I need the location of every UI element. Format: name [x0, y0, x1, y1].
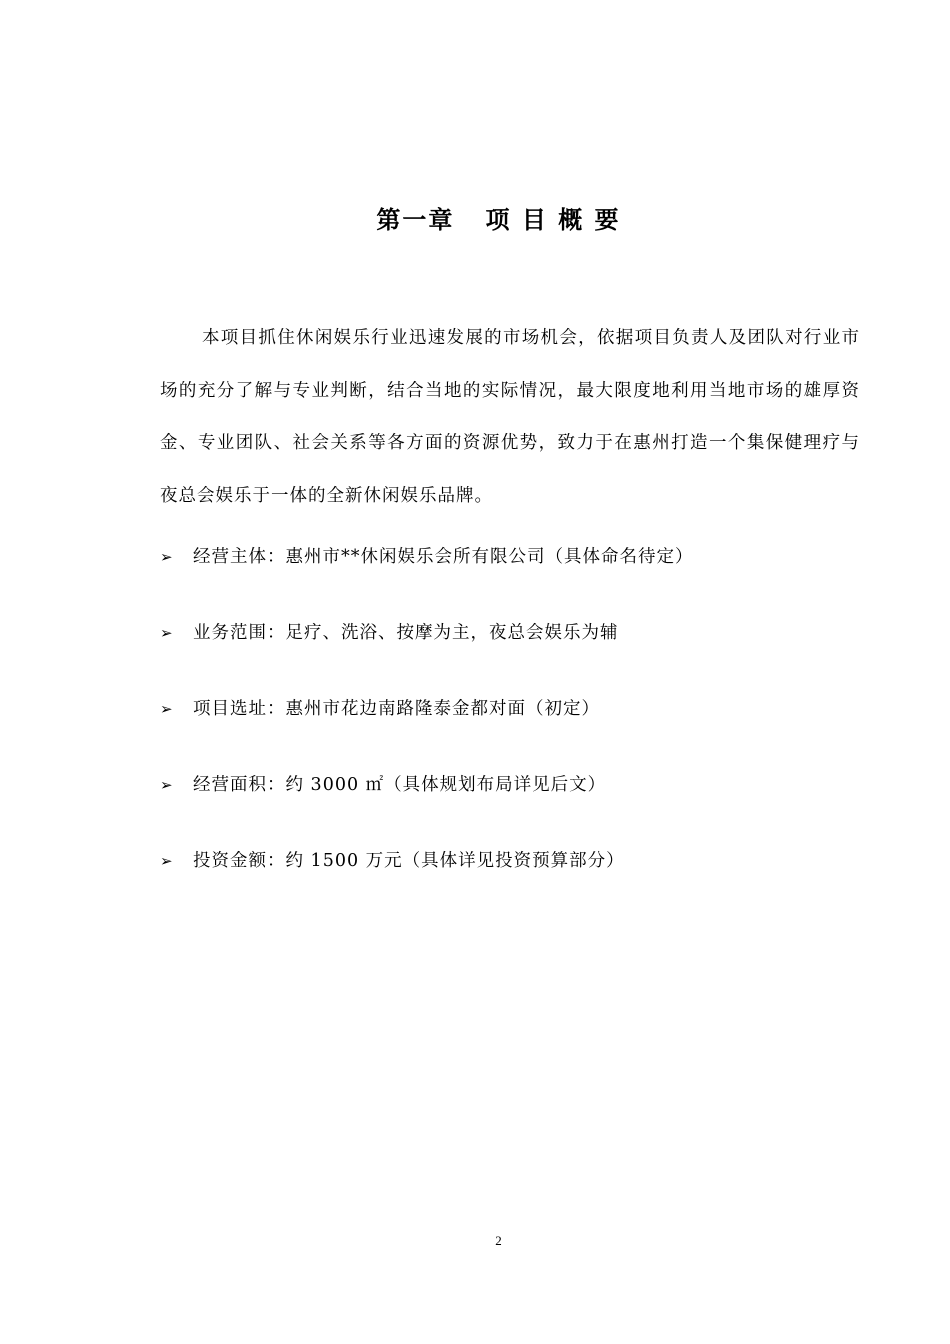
page-number: 2 [495, 1233, 502, 1248]
list-item-text: 项目选址：惠州市花边南路隆泰金都对面（初定） [193, 699, 600, 719]
list-item-location [160, 692, 860, 768]
chapter-title: 第一章 项 目 概 要 [376, 206, 621, 234]
arrow-bullet-icon: ➢ [160, 548, 174, 566]
list-item-operator [160, 540, 860, 616]
list-item-text: 投资金额：约 1500 万元（具体详见投资预算部分） [193, 851, 625, 871]
intro-paragraph: 本项目抓住休闲娱乐行业迅速发展的市场机会，依据项目负责人及团队对行业市场的充分了解与专业判断，结合当地的实际情况，最大限度地利用当地市场的雄厚资金、专业团队、社会关系等各方面的资源优势，致力于在惠州打造一个集保健理疗与夜总会娱乐于一体的全新休闲娱乐品牌。 [160, 328, 860, 506]
arrow-bullet-icon: ➢ [160, 776, 174, 794]
list-item-area [160, 768, 860, 844]
arrow-bullet-icon: ➢ [160, 852, 174, 870]
arrow-bullet-icon: ➢ [160, 700, 174, 718]
arrow-bullet-icon: ➢ [160, 624, 174, 642]
list-item-investment [160, 844, 860, 920]
list-item-business-scope [160, 616, 860, 692]
list-item-text: 业务范围：足疗、洗浴、按摩为主，夜总会娱乐为辅 [193, 623, 619, 643]
list-item-text: 经营面积：约 3000 ㎡（具体规划布局详见后文） [193, 775, 607, 795]
list-item-text: 经营主体：惠州市**休闲娱乐会所有限公司（具体命名待定） [193, 547, 694, 567]
project-summary-list [160, 540, 860, 920]
